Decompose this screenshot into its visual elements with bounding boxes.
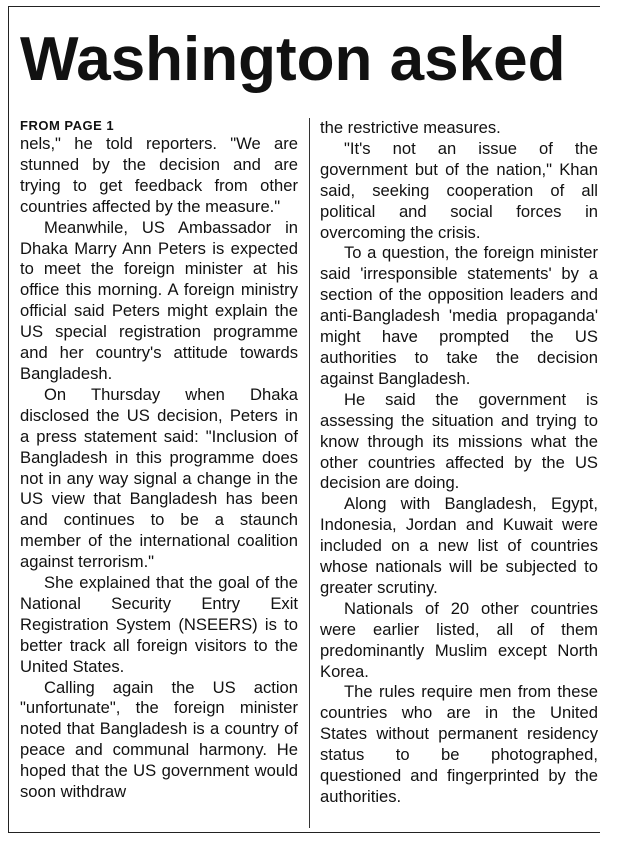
paragraph: On Thursday when Dhaka disclosed the US decision, Peters in a press statement said: "Inclusion of Bangladesh in this programme does not in any way signal a change in the US view that Bangladesh has been and continues to be a staunch member of the international coalition against terrorism." [20, 384, 298, 572]
paragraph: He said the government is assessing the situation and trying to know through its missions what the other countries affected by the US decision are doing. [320, 389, 598, 493]
paragraph: Nationals of 20 other countries were earlier listed, all of them predominantly Muslim except North Korea. [320, 598, 598, 681]
paragraph: "It's not an issue of the government but of the nation," Khan said, seeking cooperation of all political and social forces in overcoming the crisis. [320, 138, 598, 242]
bottom-rule [8, 832, 600, 833]
paragraph: The rules require men from these countries who are in the United States without permanent residency status to be photographed, questioned and fingerprinted by the authorities. [320, 682, 598, 806]
paragraph: To a question, the foreign minister said 'irresponsible statements' by a section of the opposition leaders and anti-Bangladesh 'media propaganda' might have prompted the US authorities to take the decision against Bangladesh. [320, 243, 598, 388]
paragraph: Calling again the US action "unfortunate", the foreign minister noted that Bangladesh is a country of peace and communal harmony. He hoped that the US government would soon withdraw [20, 677, 298, 802]
column-divider [309, 118, 310, 828]
paragraph: nels," he told reporters. "We are stunned by the decision and are trying to get feedback from other countries affected by the measure." [20, 134, 298, 216]
paragraph: the restrictive measures. [320, 118, 501, 137]
continuation-kicker: FROM PAGE 1 [20, 118, 115, 133]
right-column [320, 118, 598, 808]
paragraph: Meanwhile, US Ambassador in Dhaka Marry Ann Peters is expected to meet the foreign minister at his office this morning. A foreign ministry official said Peters might explain the US special registration programme and her country's attitude towards Bangladesh. [20, 217, 298, 383]
headline: Washington asked [20, 25, 566, 94]
left-column [20, 118, 298, 803]
paragraph: Along with Bangladesh, Egypt, Indonesia, Jordan and Kuwait were included on a new list of countries whose nationals will be subjected to greater scrutiny. [320, 494, 598, 597]
paragraph: She explained that the goal of the National Security Entry Exit Registration System (NSEERS) is to better track all foreign visitors to the United States. [20, 573, 298, 676]
